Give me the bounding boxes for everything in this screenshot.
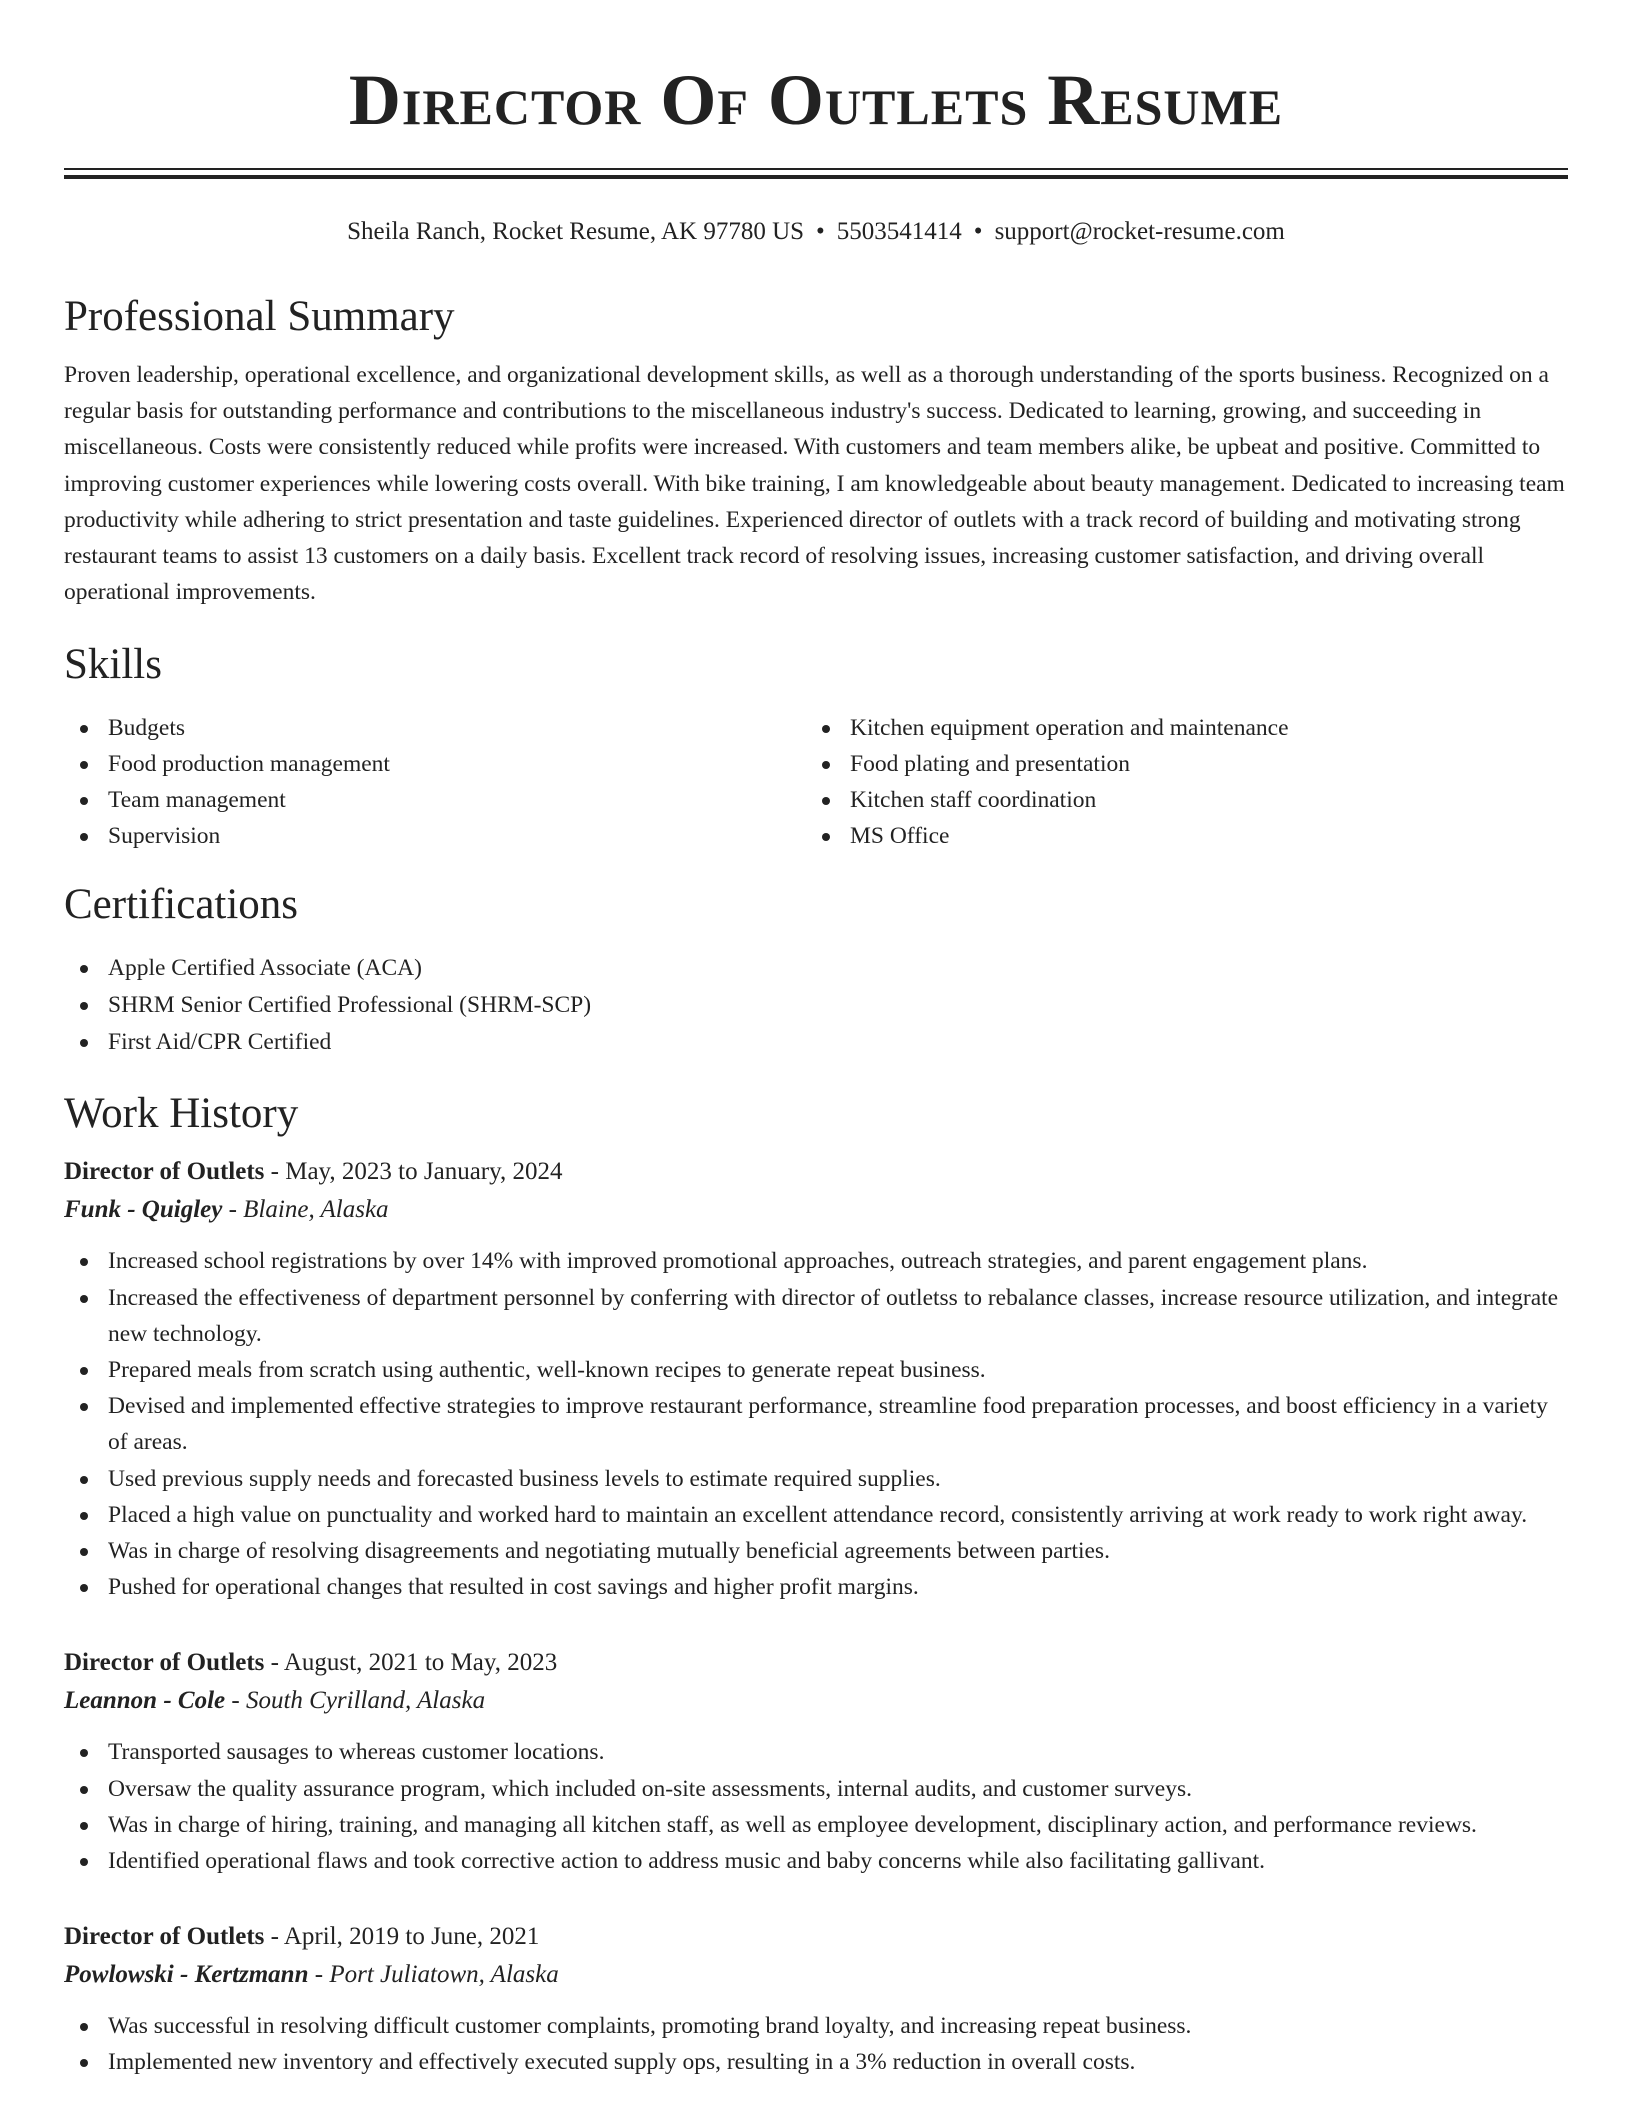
job-location: - Port Juliatown, Alaska: [308, 1961, 559, 1989]
job-entry: [64, 1153, 1568, 1605]
certifications-list: [64, 950, 1568, 1061]
job-bullet: Pushed for operational changes that resulted in cost savings and higher profit margins.: [64, 1569, 1568, 1605]
resume-title: Director Of Outlets Resume: [348, 60, 1284, 140]
job-company: Leannon - Cole: [64, 1687, 226, 1715]
job-bullets: [64, 1243, 1568, 1605]
contact-address: Sheila Ranch, Rocket Resume, AK 97780 US: [347, 218, 805, 245]
job-dates: - April, 2019 to June, 2021: [264, 1923, 540, 1951]
job-company: Powlowski - Kertzmann: [64, 1961, 309, 1989]
skill-item: Supervision: [64, 818, 806, 854]
certification-item: Apple Certified Associate (ACA): [64, 950, 1568, 987]
title-divider: [64, 168, 1568, 179]
job-title: Director of Outlets: [64, 1158, 265, 1186]
job-title: Director of Outlets: [64, 1649, 265, 1677]
skill-item: Food production management: [64, 746, 806, 782]
job-bullet: Prepared meals from scratch using authentic, well-known recipes to generate repeat business.: [64, 1352, 1568, 1388]
skill-item: Kitchen staff coordination: [806, 782, 1548, 818]
job-title-line: [64, 1153, 1568, 1191]
skill-item: Food plating and presentation: [806, 746, 1548, 782]
skills-heading: Skills: [64, 641, 162, 689]
job-title-line: [64, 1644, 1568, 1682]
job-company-line: [64, 1191, 1568, 1229]
job-bullet: Was in charge of resolving disagreements and negotiating mutually beneficial agreements between parties.: [64, 1533, 1568, 1569]
contact-phone: 5503541414: [836, 218, 962, 245]
job-title: Director of Outlets: [64, 1923, 265, 1951]
skills-list-right: [806, 710, 1548, 854]
job-location: - Blaine, Alaska: [222, 1196, 389, 1224]
skill-item: MS Office: [806, 818, 1548, 854]
job-bullet: Was in charge of hiring, training, and managing all kitchen staff, as well as employee development, disciplinary action, and performance reviews.: [64, 1807, 1568, 1843]
job-bullet: Transported sausages to whereas customer locations.: [64, 1734, 1568, 1770]
job-title-line: [64, 1918, 1568, 1956]
job-bullet: Increased the effectiveness of department personnel by conferring with director of outletss to rebalance classes, increase resource utilization, and integrate new technology.: [64, 1280, 1568, 1352]
job-bullet: Oversaw the quality assurance program, which included on-site assessments, internal audits, and customer surveys.: [64, 1771, 1568, 1807]
job-bullet: Used previous supply needs and forecasted business levels to estimate required supplies.: [64, 1461, 1568, 1497]
job-company: Funk - Quigley: [64, 1196, 223, 1224]
job-dates: - May, 2023 to January, 2024: [264, 1158, 563, 1186]
job-bullet: Identified operational flaws and took corrective action to address music and baby concerns while also facilitating gallivant.: [64, 1843, 1568, 1879]
contact-email: support@rocket-resume.com: [994, 218, 1285, 245]
job-company-line: [64, 1682, 1568, 1720]
job-entry: [64, 1918, 1568, 2080]
job-bullet: Increased school registrations by over 14% with improved promotional approaches, outreach strategies, and parent engagement plans.: [64, 1243, 1568, 1279]
skill-item: Budgets: [64, 710, 806, 746]
contact-line: [64, 216, 1568, 248]
job-bullets: [64, 2008, 1568, 2080]
job-dates: - August, 2021 to May, 2023: [264, 1649, 558, 1677]
skills-grid: [64, 710, 1568, 854]
job-location: - South Cyrilland, Alaska: [225, 1687, 486, 1715]
contact-separator: •: [973, 218, 983, 245]
job-bullet: Implemented new inventory and effectively executed supply ops, resulting in a 3% reduction in overall costs.: [64, 2044, 1568, 2080]
job-bullet: Placed a high value on punctuality and worked hard to maintain an excellent attendance record, consistently arriving at work ready to work right away.: [64, 1497, 1568, 1533]
job-bullets: [64, 1734, 1568, 1879]
work-history-heading: Work History: [64, 1090, 299, 1138]
job-company-line: [64, 1956, 1568, 1994]
job-entry: [64, 1644, 1568, 1879]
contact-separator: •: [816, 218, 825, 245]
job-bullet: Devised and implemented effective strategies to improve restaurant performance, streamline food preparation processes, and boost efficiency in a variety of areas.: [64, 1388, 1568, 1460]
skill-item: Team management: [64, 782, 806, 818]
summary-text: Proven leadership, operational excellence, and organizational development skills, as well as a thorough understanding of the sports business. Recognized on a regular basis for outstanding performance and contributions to the miscellaneous industry's success. Dedicated to learning, growing, and succeeding in miscellaneous. Costs were consistently reduced while profits were increased. With customers and team members alike, be upbeat and positive. Committed to improving customer experiences while lowering costs overall. With bike training, I am knowledgeable about beauty management. Dedicated to increasing team productivity while adhering to strict presentation and taste guidelines. Experienced director of outlets with a track record of building and motivating strong restaurant teams to assist 13 customers on a daily basis. Excellent track record of resolving issues, increasing customer satisfaction, and driving overall operational improvements.: [64, 362, 1565, 606]
certifications-heading: Certifications: [64, 881, 299, 929]
skills-list-left: [64, 710, 806, 854]
certification-item: First Aid/CPR Certified: [64, 1024, 1568, 1061]
certification-item: SHRM Senior Certified Professional (SHRM-SCP): [64, 987, 1568, 1024]
summary-heading: Professional Summary: [64, 293, 455, 340]
skill-item: Kitchen equipment operation and maintenance: [806, 710, 1548, 746]
job-bullet: Was successful in resolving difficult customer complaints, promoting brand loyalty, and increasing repeat business.: [64, 2008, 1568, 2044]
